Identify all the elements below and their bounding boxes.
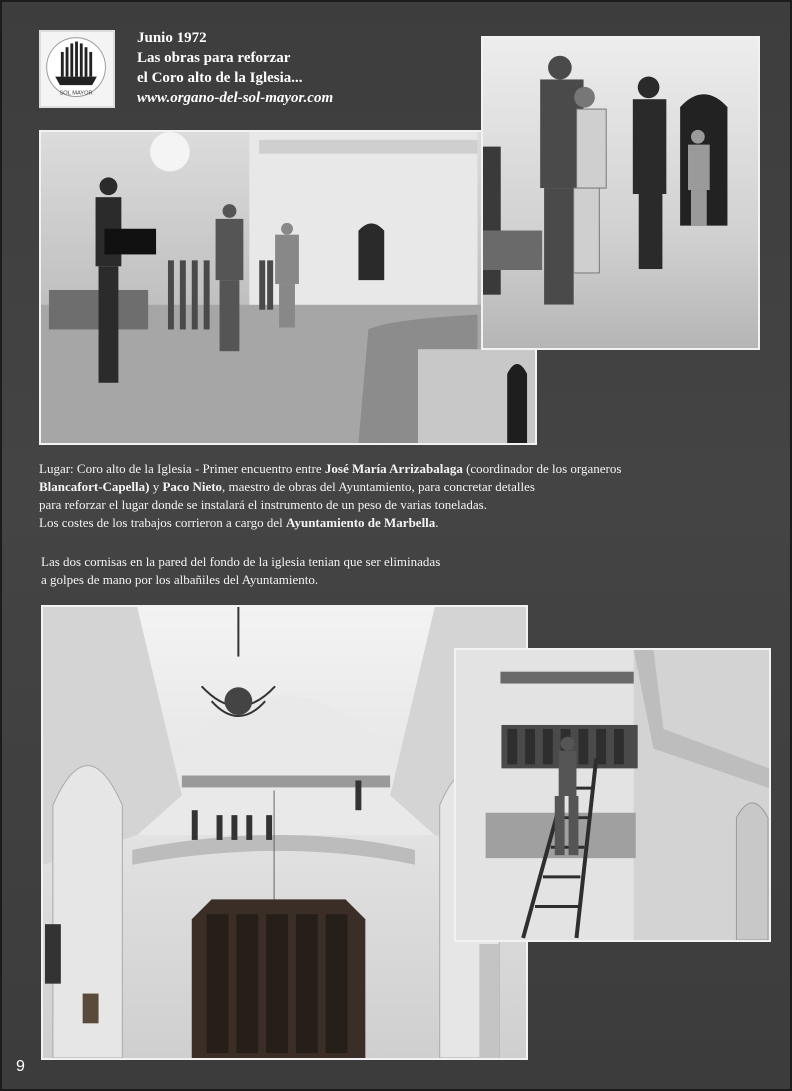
- header-title-line1: Las obras para reforzar: [137, 50, 291, 66]
- caption-meeting-text: Los costes de los trabajos corrieron a cargo del: [39, 515, 287, 530]
- caption-meeting-text: y: [149, 479, 163, 494]
- header-date: Junio 1972: [137, 30, 207, 46]
- caption-meeting: [39, 460, 759, 532]
- photo-choir-loft-meeting: [39, 130, 537, 445]
- svg-text:SOL MAYOR: SOL MAYOR: [59, 90, 93, 97]
- caption-cornices-line2: a golpes de mano por los albañiles del Ayuntamiento.: [41, 572, 319, 587]
- caption-cornices: [41, 553, 561, 589]
- caption-name-nieto: Paco Nieto: [162, 479, 223, 494]
- caption-meeting-text: , maestro de obras del Ayuntamiento, para concretar detalles: [222, 479, 535, 494]
- caption-company: Blancafort-Capella): [39, 479, 150, 494]
- photo-three-men: [481, 36, 760, 350]
- sol-mayor-logo: [39, 30, 115, 108]
- photo-worker-ladder: [454, 648, 771, 942]
- caption-meeting-text: .: [435, 515, 439, 530]
- caption-org: Ayuntamiento de Marbella: [286, 515, 436, 530]
- header-title-line2: el Coro alto de la Iglesia...: [137, 70, 303, 86]
- caption-meeting-text: para reforzar el lugar donde se instalará el instrumento de un peso de varias toneladas.: [39, 497, 487, 512]
- caption-meeting-text: (coordinador de los organeros: [462, 461, 622, 476]
- header-url[interactable]: www.organo-del-sol-mayor.com: [137, 90, 334, 106]
- caption-name-arrizabalaga: José María Arrizabalaga: [324, 461, 463, 476]
- caption-cornices-line1: Las dos cornisas en la pared del fondo de la iglesia tenian que ser eliminadas: [41, 554, 441, 569]
- caption-meeting-text: Lugar: Coro alto de la Iglesia - Primer encuentro entre: [39, 461, 325, 476]
- page-number: 9: [16, 1058, 25, 1075]
- page-header: [137, 28, 333, 108]
